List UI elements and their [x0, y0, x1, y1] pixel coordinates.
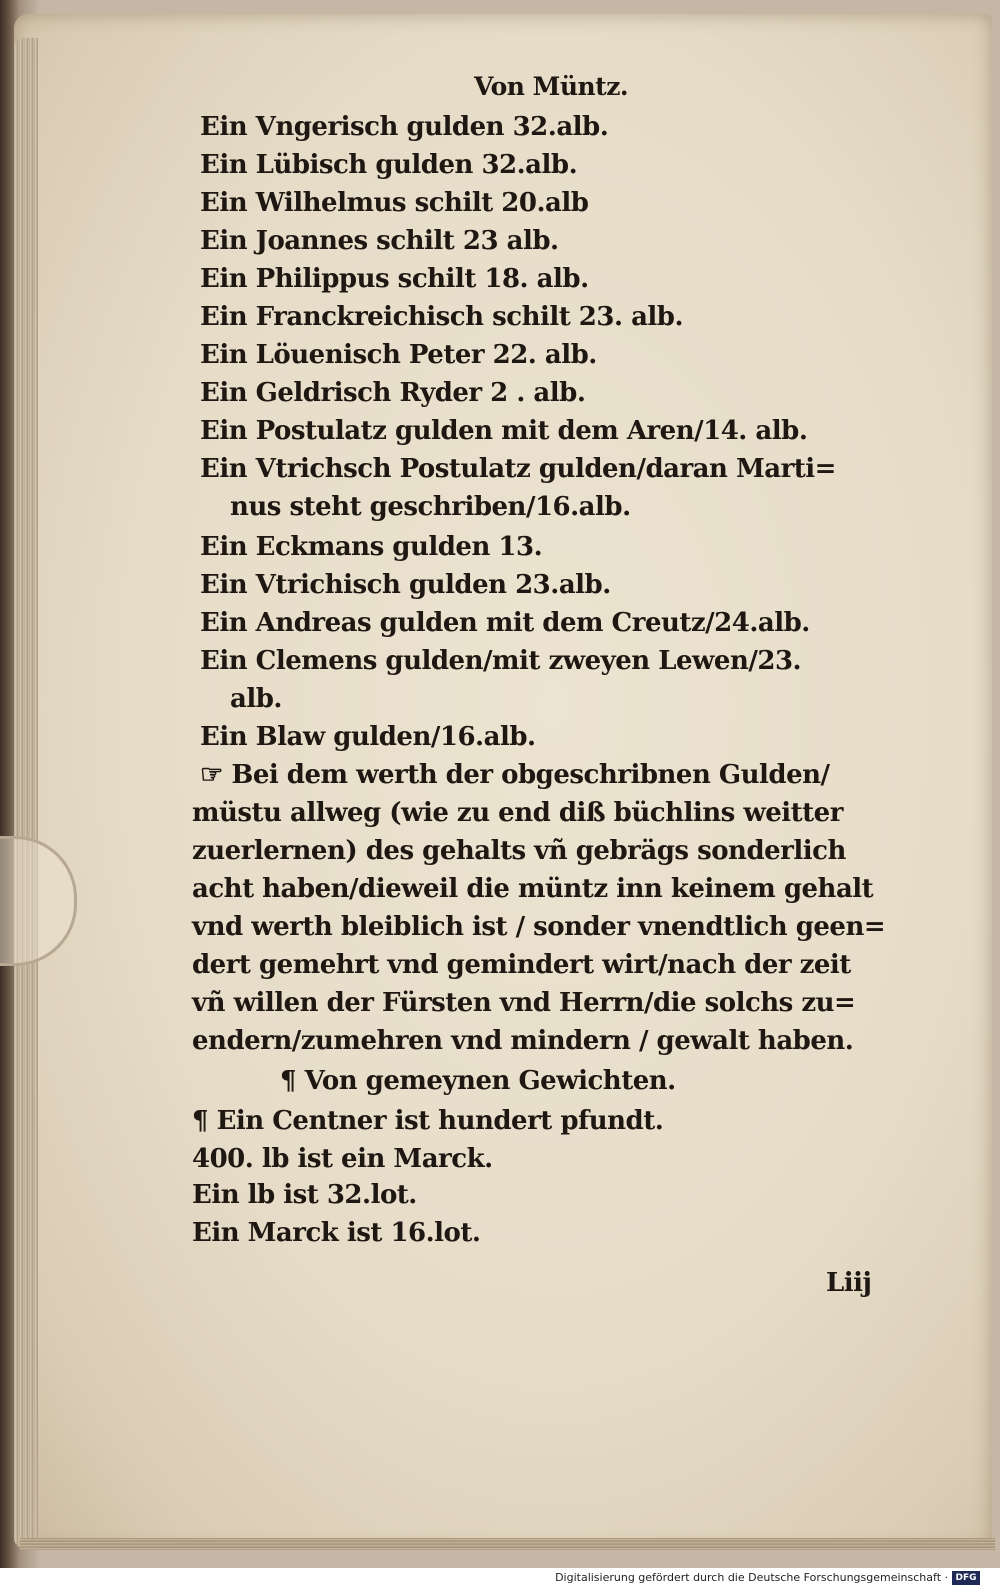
text-line: Ein Wilhelmus schilt 20.alb [200, 188, 589, 218]
text-line: 400. lb ist ein Marck. [192, 1144, 493, 1174]
text-line: Ein Lübisch gulden 32.alb. [200, 150, 578, 180]
text-line: ¶ Ein Centner ist hundert pfundt. [192, 1106, 664, 1136]
text-line: Ein Andreas gulden mit dem Creutz/24.alb. [200, 608, 810, 638]
section-heading: ¶ Von gemeynen Gewichten. [280, 1066, 676, 1096]
text-line: Ein Blaw gulden/16.alb. [200, 722, 536, 752]
attribution-text: Digitalisierung gefördert durch die Deutsche Forschungsgemeinschaft · [555, 1571, 948, 1584]
text-line: Ein lb ist 32.lot. [192, 1180, 417, 1210]
text-line: Ein Vtrichsch Postulatz gulden/daran Marti= [200, 454, 836, 484]
book-page [14, 14, 992, 1550]
paragraph-line: müstu allweg (wie zu end diß büchlins weitter [192, 798, 843, 828]
paragraph-line: vnd werth bleiblich ist / sonder vnendtlich geen= [192, 912, 886, 942]
text-line: Ein Eckmans gulden 13. [200, 532, 543, 562]
text-line: Ein Löuenisch Peter 22. alb. [200, 340, 597, 370]
attribution-bar [0, 1568, 1000, 1590]
text-line: Ein Vngerisch gulden 32.alb. [200, 112, 609, 142]
text-line: Ein Marck ist 16.lot. [192, 1218, 481, 1248]
dfg-logo-icon: DFG [952, 1571, 980, 1585]
text-line: Ein Joannes schilt 23 alb. [200, 226, 559, 256]
paragraph-line: vñ willen der Fürsten vnd Herrn/die solchs zu= [192, 988, 856, 1018]
page-stack-bottom-edge [20, 1538, 995, 1550]
paragraph-line: endern/zumehren vnd mindern / gewalt haben. [192, 1026, 854, 1056]
paragraph-line: ☞ Bei dem werth der obgeschribnen Gulden/ [200, 760, 830, 790]
text-line: Ein Clemens gulden/mit zweyen Lewen/23. [200, 646, 802, 676]
text-line: alb. [230, 684, 282, 714]
paragraph-line: zuerlernen) des gehalts vñ gebrägs sonderlich [192, 836, 846, 866]
text-line: Ein Philippus schilt 18. alb. [200, 264, 589, 294]
signature-mark: Liij [826, 1268, 872, 1298]
text-line: Ein Vtrichisch gulden 23.alb. [200, 570, 611, 600]
paragraph-line: acht haben/dieweil die müntz inn keinem gehalt [192, 874, 874, 904]
running-header: Von Müntz. [474, 72, 629, 101]
text-line: Ein Postulatz gulden mit dem Aren/14. alb. [200, 416, 808, 446]
text-line: Ein Franckreichisch schilt 23. alb. [200, 302, 684, 332]
page-stack-left-edge [14, 38, 38, 1548]
paragraph-line: dert gemehrt vnd gemindert wirt/nach der zeit [192, 950, 851, 980]
text-line: Ein Geldrisch Ryder 2 . alb. [200, 378, 586, 408]
text-line: nus steht geschriben/16.alb. [230, 492, 631, 522]
